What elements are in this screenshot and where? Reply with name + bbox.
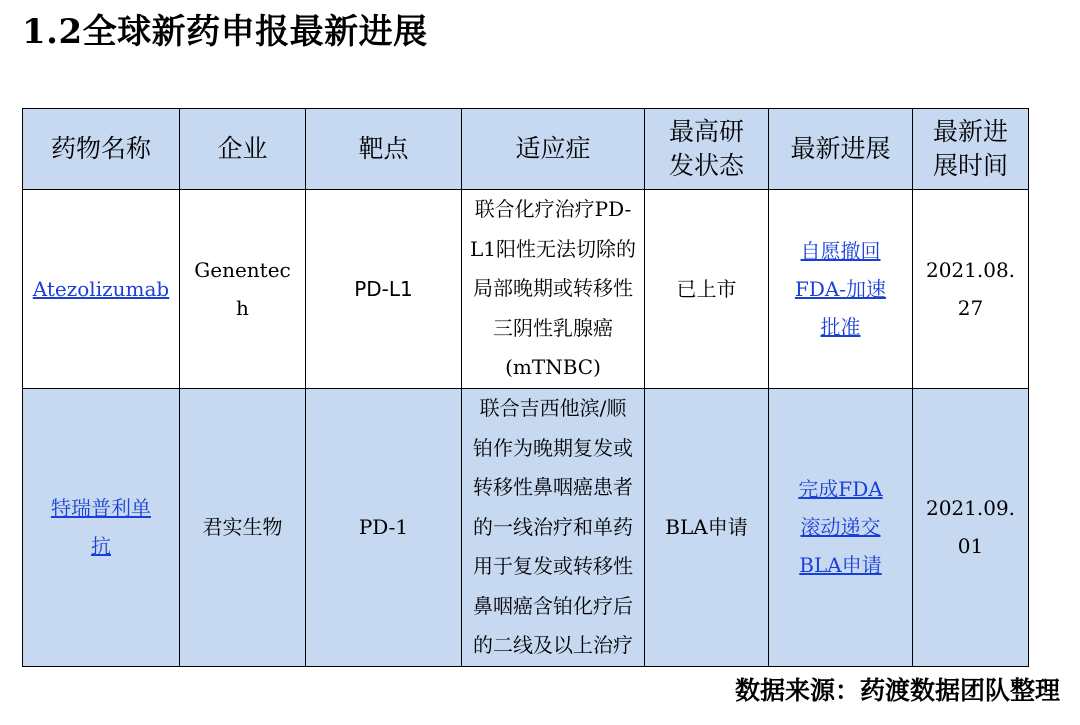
header-drug-name: 药物名称	[23, 109, 180, 190]
progress-link[interactable]: 完成FDA 滚动递交 BLA申请	[798, 477, 883, 578]
table-row	[23, 389, 1029, 667]
data-source-note: 数据来源：药渡数据团队整理	[734, 676, 1060, 705]
header-progress-date: 最新进 展时间	[913, 109, 1029, 190]
header-highest-status: 最高研 发状态	[645, 109, 769, 190]
target-cell: PD-L1	[306, 190, 462, 389]
status-cell: BLA申请	[645, 389, 769, 667]
date-cell: 2021.08. 27	[913, 190, 1029, 389]
indication-cell: 联合吉西他滨/顺 铂作为晚期复发或 转移性鼻咽癌患者 的一线治疗和单药 用于复发或转移性 鼻咽癌含铂化疗后 的二线及以上治疗	[462, 389, 645, 667]
drug-name-link[interactable]: Atezolizumab	[32, 277, 170, 301]
date-cell: 2021.09. 01	[913, 389, 1029, 667]
drug-name-link[interactable]: 特瑞普利单 抗	[51, 496, 151, 559]
header-indication: 适应症	[462, 109, 645, 190]
header-latest-progress: 最新进展	[769, 109, 913, 190]
page-title: 1.2全球新药申报最新进展	[22, 12, 428, 52]
drug-name-cell[interactable]	[23, 190, 180, 389]
company-cell: Genentec h	[180, 190, 306, 389]
table-row	[23, 190, 1029, 389]
header-company: 企业	[180, 109, 306, 190]
drug-progress-table	[22, 108, 1029, 667]
progress-cell[interactable]	[769, 190, 913, 389]
progress-link[interactable]: 自愿撤回 FDA-加速 批准	[794, 239, 887, 339]
target-cell: PD-1	[306, 389, 462, 667]
drug-name-cell[interactable]	[23, 389, 180, 667]
header-target: 靶点	[306, 109, 462, 190]
table-header-row	[23, 109, 1029, 190]
status-cell: 已上市	[645, 190, 769, 389]
company-cell: 君实生物	[180, 389, 306, 667]
indication-cell: 联合化疗治疗PD- L1阳性无法切除的 局部晚期或转移性 三阴性乳腺癌 (mTNBC)	[462, 190, 645, 389]
progress-cell[interactable]	[769, 389, 913, 667]
